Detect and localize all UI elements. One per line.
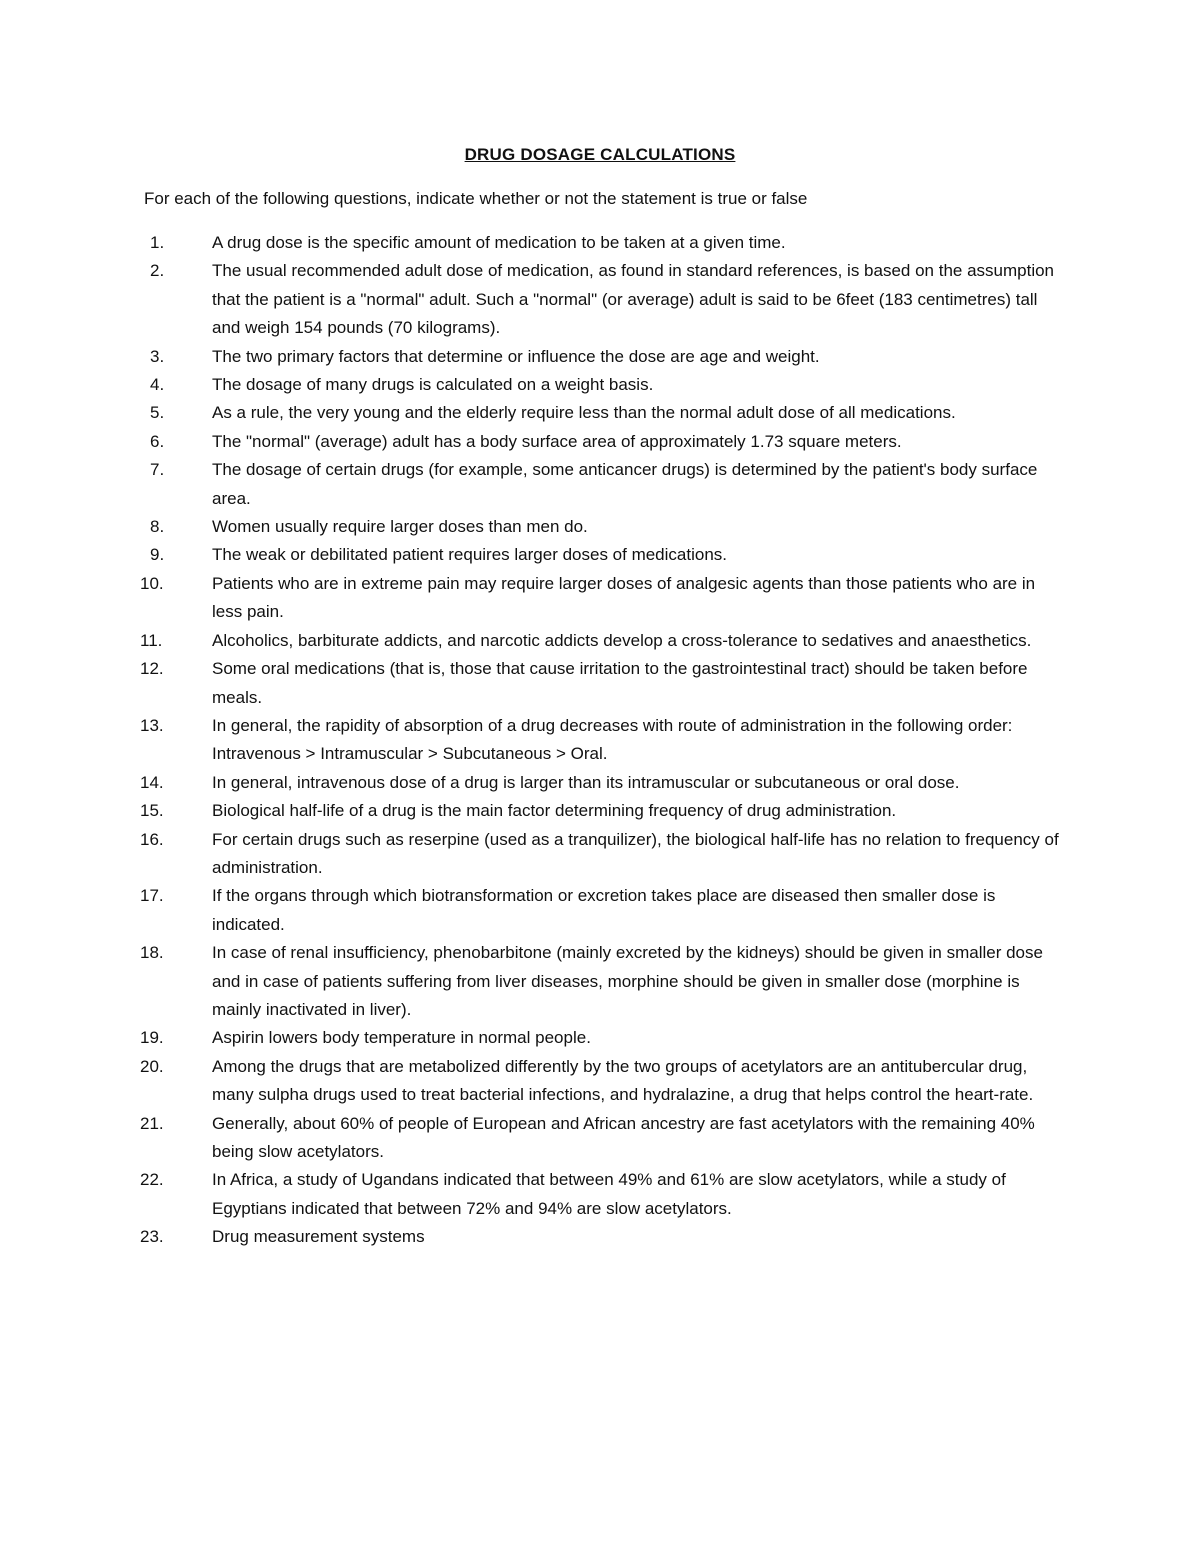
question-number: 23. xyxy=(140,1227,164,1247)
question-item xyxy=(0,428,1064,456)
question-text: Aspirin lowers body temperature in normal people. xyxy=(212,1028,591,1048)
question-text: Alcoholics, barbiturate addicts, and narcotic addicts develop a cross-tolerance to sedatives and anaesthetics. xyxy=(212,630,1032,650)
question-item xyxy=(0,769,1064,797)
question-item xyxy=(0,797,1064,825)
question-text: If the organs through which biotransformation or excretion takes place are diseased then smaller dose is indicated. xyxy=(212,886,996,934)
question-text: The weak or debilitated patient requires larger doses of medications. xyxy=(212,545,728,565)
question-item xyxy=(0,1110,1064,1167)
question-item xyxy=(0,627,1064,655)
question-text: Among the drugs that are metabolized differently by the two groups of acetylators are an antitubercular drug, many sulpha drugs used to treat bacterial infections, and hydralazine, a drug that helps control the heart-rate. xyxy=(212,1056,1034,1105)
question-number: 16. xyxy=(140,829,164,849)
question-text: Some oral medications (that is, those that cause irritation to the gastrointestinal tract) should be taken before meals. xyxy=(212,659,1028,707)
question-item xyxy=(0,570,1064,627)
question-text: Women usually require larger doses than men do. xyxy=(212,517,588,537)
question-item xyxy=(0,257,1064,342)
question-number: 22. xyxy=(140,1170,164,1190)
question-item xyxy=(0,371,1064,399)
question-number: 12. xyxy=(140,659,164,679)
question-number: 5. xyxy=(150,403,165,423)
question-item xyxy=(0,1053,1064,1110)
question-item xyxy=(0,456,1064,513)
question-item xyxy=(0,655,1064,712)
question-text: In Africa, a study of Ugandans indicated that between 49% and 61% are slow acetylators, while a study of Egyptians indicated that between 72% and 94% are slow acetylators. xyxy=(212,1170,1006,1218)
instruction-text: For each of the following questions, indicate whether or not the statement is true or false xyxy=(144,189,808,208)
question-number: 18. xyxy=(140,943,164,963)
question-text: Drug measurement systems xyxy=(212,1227,425,1247)
question-text: As a rule, the very young and the elderly require less than the normal adult dose of all medications. xyxy=(212,403,956,423)
question-item xyxy=(0,712,1064,769)
question-number: 15. xyxy=(140,801,164,821)
question-text: The usual recommended adult dose of medication, as found in standard references, is based on the assumption that the patient is a "normal" adult. Such a "normal" (or average) adult is said to be 6feet (183 centimetres) tall and weigh 154 pounds (70 kilograms). xyxy=(212,261,1055,338)
question-number: 13. xyxy=(140,715,164,735)
question-text: Generally, about 60% of people of European and African ancestry are fast acetylators with the remaining 40% being slow acetylators. xyxy=(212,1113,1035,1161)
question-text: The dosage of certain drugs (for example, some anticancer drugs) is determined by the patient's body surface area. xyxy=(212,460,1038,508)
question-text: The dosage of many drugs is calculated on a weight basis. xyxy=(212,375,654,395)
question-text: In general, intravenous dose of a drug is larger than its intramuscular or subcutaneous or oral dose. xyxy=(212,772,960,792)
question-number: 14. xyxy=(140,772,164,792)
question-item xyxy=(0,882,1064,939)
question-item xyxy=(0,1223,1064,1251)
document-title: DRUG DOSAGE CALCULATIONS xyxy=(464,145,736,164)
question-list xyxy=(0,229,1200,1252)
question-text: In case of renal insufficiency, phenobarbitone (mainly excreted by the kidneys) should be given in smaller dose and in case of patients suffering from liver diseases, morphine should be given in smaller dose (morphine is mainly inactivated in liver). xyxy=(212,943,1043,1019)
question-number: 3. xyxy=(150,346,165,366)
question-item xyxy=(0,513,1064,541)
question-item xyxy=(0,399,1064,427)
question-item xyxy=(0,939,1064,1024)
question-number: 11. xyxy=(140,630,163,650)
question-number: 4. xyxy=(150,375,165,395)
question-text: A drug dose is the specific amount of medication to be taken at a given time. xyxy=(212,233,786,252)
question-number: 6. xyxy=(150,431,165,451)
question-number: 21. xyxy=(140,1113,164,1133)
question-number: 7. xyxy=(150,460,165,480)
question-number: 20. xyxy=(140,1056,164,1076)
question-number: 17. xyxy=(140,886,164,906)
question-text: The two primary factors that determine or influence the dose are age and weight. xyxy=(212,346,820,366)
question-item xyxy=(0,1166,1064,1223)
question-item xyxy=(0,229,1064,257)
question-number: 1. xyxy=(150,233,165,252)
question-number: 2. xyxy=(150,261,165,281)
question-number: 9. xyxy=(150,545,165,565)
question-number: 19. xyxy=(140,1028,164,1048)
question-text: In general, the rapidity of absorption of a drug decreases with route of administration in the following order: Intravenous > Intramuscular > Subcutaneous > Oral. xyxy=(212,715,1013,764)
question-item xyxy=(0,541,1064,569)
question-number: 10. xyxy=(140,573,164,593)
question-number: 8. xyxy=(150,517,165,537)
question-item xyxy=(0,343,1064,371)
question-text: The "normal" (average) adult has a body surface area of approximately 1.73 square meters. xyxy=(212,431,902,451)
question-text: Biological half-life of a drug is the main factor determining frequency of drug administration. xyxy=(212,801,897,821)
question-text: For certain drugs such as reserpine (used as a tranquilizer), the biological half-life has no relation to frequency of administration. xyxy=(212,829,1059,877)
question-text: Patients who are in extreme pain may require larger doses of analgesic agents than those patients who are in less pain. xyxy=(212,573,1036,622)
question-item xyxy=(0,1024,1064,1052)
question-item xyxy=(0,826,1064,883)
